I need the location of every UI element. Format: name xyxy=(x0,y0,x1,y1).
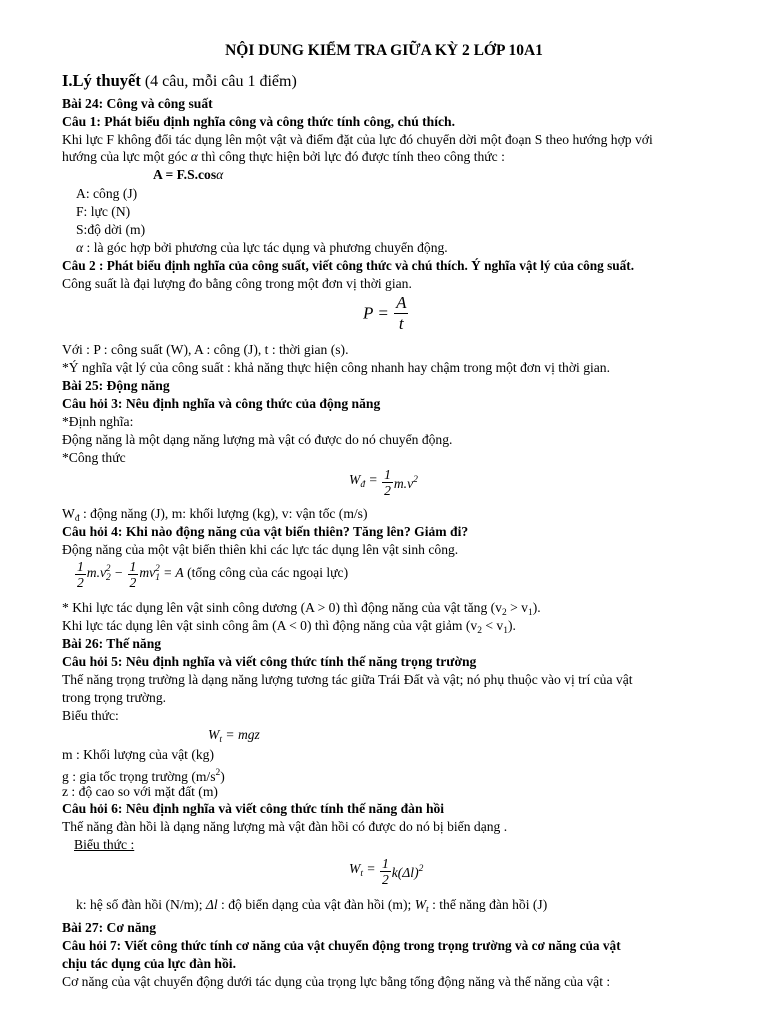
q4-decrease-text: Khi lực tác dụng lên vật sinh công âm (A < 0) thì động năng của vật giảm (v xyxy=(62,618,478,633)
question-1: Câu 1: Phát biểu định nghĩa công và công thức tính công, chú thích. xyxy=(62,114,456,129)
definition-label: *Định nghĩa: xyxy=(62,414,134,429)
theorem-term-2: mv xyxy=(139,565,156,581)
q4-increase-gt: > v xyxy=(506,600,528,615)
lesson-heading-26: Bài 26: Thế năng xyxy=(62,636,162,651)
gravity-pe-formula xyxy=(208,726,260,750)
legend-angle-text: : là góc hợp bởi phương của lực tác dụng và phương chuyển động. xyxy=(83,240,448,255)
q1-paragraph-line-1: Khi lực F không đổi tác dụng lên một vật và điểm đặt của lực đó chuyển dời một đoạn S theo hướng hợp với xyxy=(62,132,653,147)
legend-gravity-text: g : gia tốc trọng trường (m/s xyxy=(62,769,216,784)
theorem-denominator-1: 2 xyxy=(77,575,84,590)
theorem-term-1: m.v xyxy=(86,565,107,581)
gpe-rhs: = mgz xyxy=(221,727,260,742)
q6-expression-label: Biểu thức : xyxy=(74,837,135,852)
legend-height: z : độ cao so với mặt đất (m) xyxy=(62,784,218,799)
legend-gravity-sup: 2 xyxy=(215,768,221,778)
q4-decrease-sub-1: 1 xyxy=(503,626,508,636)
expression-label: Biểu thức: xyxy=(62,708,119,723)
ke-w: W xyxy=(349,471,361,487)
ke-equals: = xyxy=(365,471,382,487)
gpe-w-sub: t xyxy=(219,735,222,745)
elastic-legend-k: k: hệ số đàn hồi (N/m); xyxy=(76,897,206,912)
ke-numerator: 1 xyxy=(384,467,391,482)
q7-answer: Cơ năng của vật chuyển động dưới tác dụng của trọng lực bằng tổng động năng và thế năng của vật : xyxy=(62,974,611,989)
ke-w-subscript: đ xyxy=(360,479,366,490)
q4-increase-end: ). xyxy=(532,600,541,615)
q1-paragraph-line-2 xyxy=(62,148,505,166)
q4-answer: Động năng của một vật biến thiên khi các lực tác dụng lên vật sinh công. xyxy=(62,542,459,557)
document-title: NỘI DUNG KIỂM TRA GIỮA KỲ 2 LỚP 10A1 xyxy=(225,42,543,59)
work-formula-alpha: α xyxy=(216,167,224,182)
theorem-note: (tổng công của các ngoại lực) xyxy=(183,565,349,581)
q4-increase-sub-1: 1 xyxy=(527,608,533,618)
theorem-term-1-sub: 2 xyxy=(106,573,111,584)
q5-paragraph-line-1: Thế năng trọng trường là dạng năng lượng tương tác giữa Trái Đất và vật; nó phụ thuộc vào vị trí của vật xyxy=(62,672,633,687)
ke-fraction xyxy=(382,467,393,498)
theorem-term-1-sup: 2 xyxy=(105,564,111,575)
lesson-heading-25: Bài 25: Động năng xyxy=(62,378,170,393)
theorem-minus: − xyxy=(110,565,127,581)
question-2: Câu 2 : Phát biểu định nghĩa của công suất, viết công thức và chú thích. Ý nghĩa vật lý của công suất. xyxy=(62,258,635,273)
legend-alpha-symbol: α xyxy=(76,240,84,255)
elastic-legend-dl: Δl xyxy=(205,897,218,912)
q6-answer: Thế năng đàn hồi là dạng năng lượng mà vật đàn hồi có được do nó bị biến dạng . xyxy=(62,819,508,834)
q4-increase-text: * Khi lực tác dụng lên vật sinh công dương (A > 0) thì động năng của vật tăng (v xyxy=(62,600,502,615)
power-formula-numerator: A xyxy=(396,293,407,312)
legend-mass: m : Khối lượng của vật (kg) xyxy=(62,747,214,762)
question-7-line-1: Câu hỏi 7: Viết công thức tính cơ năng của vật chuyển động trong trọng trường và cơ năng của vật xyxy=(62,938,621,953)
epe-rhs-sup: 2 xyxy=(418,864,424,875)
section-heading-theory xyxy=(62,72,297,91)
epe-w: W xyxy=(349,860,361,876)
theorem-term-2-sub: 1 xyxy=(155,573,160,584)
epe-w-sub: t xyxy=(360,868,363,879)
section-heading-label: I.Lý thuyết xyxy=(62,71,141,90)
work-formula-text: A = F.S.cos xyxy=(153,167,217,182)
elastic-legend-w-text: : thế năng đàn hồi (J) xyxy=(428,897,548,912)
formula-label: *Công thức xyxy=(62,450,126,465)
ke-rhs: m.v xyxy=(393,476,414,492)
lesson-heading-27: Bài 27: Cơ năng xyxy=(62,920,157,935)
elastic-legend xyxy=(76,896,547,920)
power-definition: Công suất là đại lượng đo bằng công trong một đơn vị thời gian. xyxy=(62,276,412,291)
legend-gravity-end: ) xyxy=(220,769,225,784)
question-6: Câu hỏi 6: Nêu định nghĩa và viết công thức tính thế năng đàn hồi xyxy=(62,801,445,816)
kinetic-energy-definition: Động năng là một dạng năng lượng mà vật có được do nó chuyển động. xyxy=(62,432,453,447)
q4-decrease-end: ). xyxy=(507,618,516,633)
legend-displacement: S:độ dời (m) xyxy=(76,222,146,237)
question-7-line-2: chịu tác dụng của lực đàn hồi. xyxy=(62,956,236,971)
legend-angle xyxy=(76,239,448,257)
section-heading-note: (4 câu, mỗi câu 1 điểm) xyxy=(140,73,297,90)
elastic-legend-w: W xyxy=(414,897,427,912)
epe-fraction xyxy=(380,856,391,887)
ke-legend-w: W xyxy=(62,506,75,521)
q4-increase-sub-2: 2 xyxy=(501,608,507,618)
power-formula xyxy=(363,293,409,334)
q5-paragraph-line-2: trong trọng trường. xyxy=(62,690,167,705)
lesson-heading-24: Bài 24: Công và công suất xyxy=(62,96,213,111)
q1-paragraph-part-a: hướng của lực một góc xyxy=(62,149,191,164)
epe-equals: = xyxy=(362,860,379,876)
gpe-w: W xyxy=(208,727,220,742)
ke-legend-text: : động năng (J), m: khối lượng (kg), v: vận tốc (m/s) xyxy=(79,506,368,521)
theorem-numerator-1: 1 xyxy=(77,559,84,574)
q4-decrease-lt: < v xyxy=(481,618,504,633)
epe-rhs: k(Δl) xyxy=(391,865,419,881)
question-4: Câu hỏi 4: Khi nào động năng của vật biến thiên? Tăng lên? Giảm đi? xyxy=(62,524,469,539)
legend-force: F: lực (N) xyxy=(76,204,131,219)
elastic-legend-dl-text: : độ biến dạng của vật đàn hồi (m); xyxy=(217,897,415,912)
ke-rhs-exponent: 2 xyxy=(413,475,418,486)
theorem-term-2-sup: 2 xyxy=(154,564,160,575)
kinetic-energy-formula xyxy=(349,467,418,498)
q4-decrease-sub-2: 2 xyxy=(477,626,482,636)
power-formula-lhs: P = xyxy=(363,303,389,323)
power-meaning: *Ý nghĩa vật lý của công suất : khả năng thực hiện công nhanh hay chậm trong một đơn vị thời gian. xyxy=(62,360,611,375)
theorem-numerator-2: 1 xyxy=(129,559,137,574)
ke-legend-subscript: đ xyxy=(74,514,80,524)
power-legend: Với : P : công suất (W), A : công (J), t : thời gian (s). xyxy=(62,342,349,357)
epe-denominator: 2 xyxy=(381,872,389,887)
theorem-equals-a: = A xyxy=(159,565,184,581)
theorem-denominator-2: 2 xyxy=(129,575,137,590)
ke-denominator: 2 xyxy=(384,483,391,498)
work-formula xyxy=(153,166,223,184)
theorem-fraction-2 xyxy=(128,559,139,590)
elastic-legend-w-sub: t xyxy=(426,905,429,915)
q1-paragraph-part-b: thì công thực hiện bởi lực đó được tính theo công thức : xyxy=(197,149,505,164)
power-formula-denominator: t xyxy=(394,313,408,334)
question-3: Câu hỏi 3: Nêu định nghĩa và công thức của động năng xyxy=(62,396,381,411)
epe-numerator: 1 xyxy=(381,856,389,871)
legend-work: A: công (J) xyxy=(76,186,138,201)
work-energy-theorem xyxy=(74,559,348,590)
question-5: Câu hỏi 5: Nêu định nghĩa và viết công thức tính thế năng trọng trường xyxy=(62,654,477,669)
elastic-pe-formula xyxy=(349,856,423,887)
power-formula-fraction xyxy=(394,293,408,334)
theorem-fraction-1 xyxy=(75,559,86,590)
alpha-symbol: α xyxy=(190,149,198,164)
